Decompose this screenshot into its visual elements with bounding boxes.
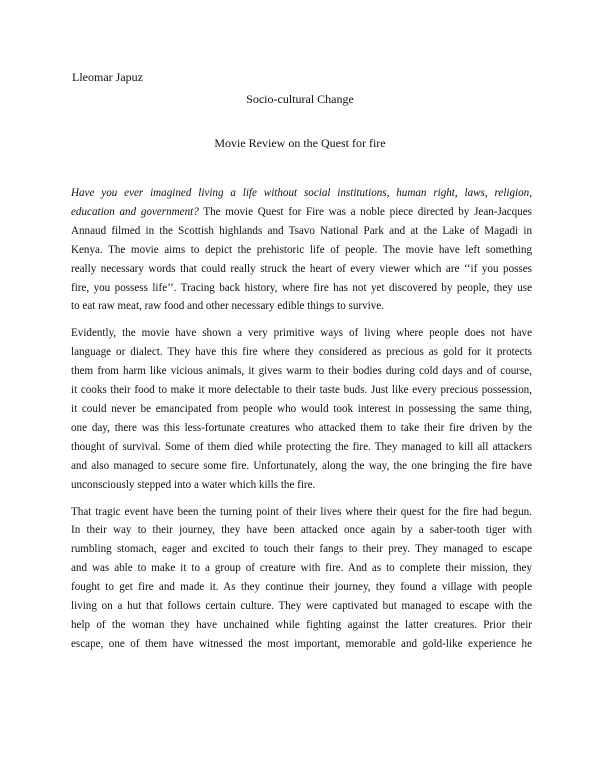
author-name: Lleomar Japuz bbox=[72, 70, 143, 84]
text-line: them from harm like vicious animals, it gives warm to their bodies during cold days and of course, bbox=[71, 365, 532, 378]
text-line: Kenya. The movie aims to depict the prehistoric life of people. The movie have left something bbox=[71, 243, 532, 256]
text-line: thought of survival. Some of them died while protecting the fire. They managed to kill all attackers bbox=[71, 440, 532, 453]
text-line: language or dialect. They have this fire where they considered as precious as gold for it protects bbox=[71, 346, 532, 359]
text-fragment: The movie Quest for Fire was a noble piece directed by Jean-Jacques bbox=[198, 205, 532, 218]
italic-question-end: education and government? bbox=[71, 205, 199, 218]
text-line: In their way to their journey, they have been attacked once again by a saber-tooth tiger with bbox=[71, 524, 532, 537]
text-line: rumbling stomach, eager and excited to touch their fangs to their prey. They managed to escape bbox=[71, 543, 532, 556]
text-line bbox=[71, 184, 532, 203]
paragraph-3 bbox=[71, 503, 532, 654]
text-line: really necessary words that could really struck the heart of every viewer which are ‘‘if you posses bbox=[71, 262, 532, 275]
text-line: escape, one of them have witnessed the most important, memorable and gold-like experience he bbox=[71, 637, 532, 650]
text-line: help of the woman they have unchained while fighting against the latter creatures. Prior their bbox=[71, 618, 532, 631]
text-line: Evidently, the movie have shown a very primitive ways of living where people does not have bbox=[71, 327, 532, 340]
italic-question: Have you ever imagined living a life without social institutions, human right, laws, religion, bbox=[71, 187, 532, 199]
text-line: it could never be emancipated from people who would took interest in possessing the same thing, bbox=[71, 402, 532, 415]
paragraph-1 bbox=[71, 184, 532, 316]
text-line: That tragic event have been the turning point of their lives where their quest for the fire had begun. bbox=[71, 505, 532, 518]
text-line: and was able to make it to a group of creature with fire. And as to complete their mission, they bbox=[71, 562, 532, 575]
text-line: fire, you possess life’’. Tracing back history, where fire has not yet discovered by people, they use bbox=[71, 281, 532, 294]
paragraph-2 bbox=[71, 324, 532, 494]
text-line: fought to get fire and made it. As they continue their journey, they found a village with people bbox=[71, 581, 532, 594]
essay-body bbox=[71, 184, 532, 662]
text-line: to eat raw meat, raw food and other necessary edible things to survive. bbox=[71, 300, 384, 313]
text-line: unconsciously stepped into a water which kills the fire. bbox=[71, 478, 316, 491]
course-title: Socio-cultural Change bbox=[246, 92, 354, 106]
text-line: living on a hut that follows certain culture. They were captivated but managed to escape with the bbox=[71, 600, 532, 613]
text-line: it cooks their food to make it more delectable to their taste buds. Just like every precious possession, bbox=[71, 384, 532, 397]
text-line bbox=[71, 203, 532, 222]
text-line: Annaud filmed in the Scottish highlands and Tsavo National Park and at the Lake of Magadi in bbox=[71, 224, 532, 237]
essay-title: Movie Review on the Quest for fire bbox=[214, 136, 386, 150]
text-line: and also managed to secure some fire. Unfortunately, along the way, the one bringing the fire have bbox=[71, 459, 532, 472]
text-line: one day, there was this less-fortunate creatures who attacked them to take their fire driven by the bbox=[71, 421, 532, 434]
